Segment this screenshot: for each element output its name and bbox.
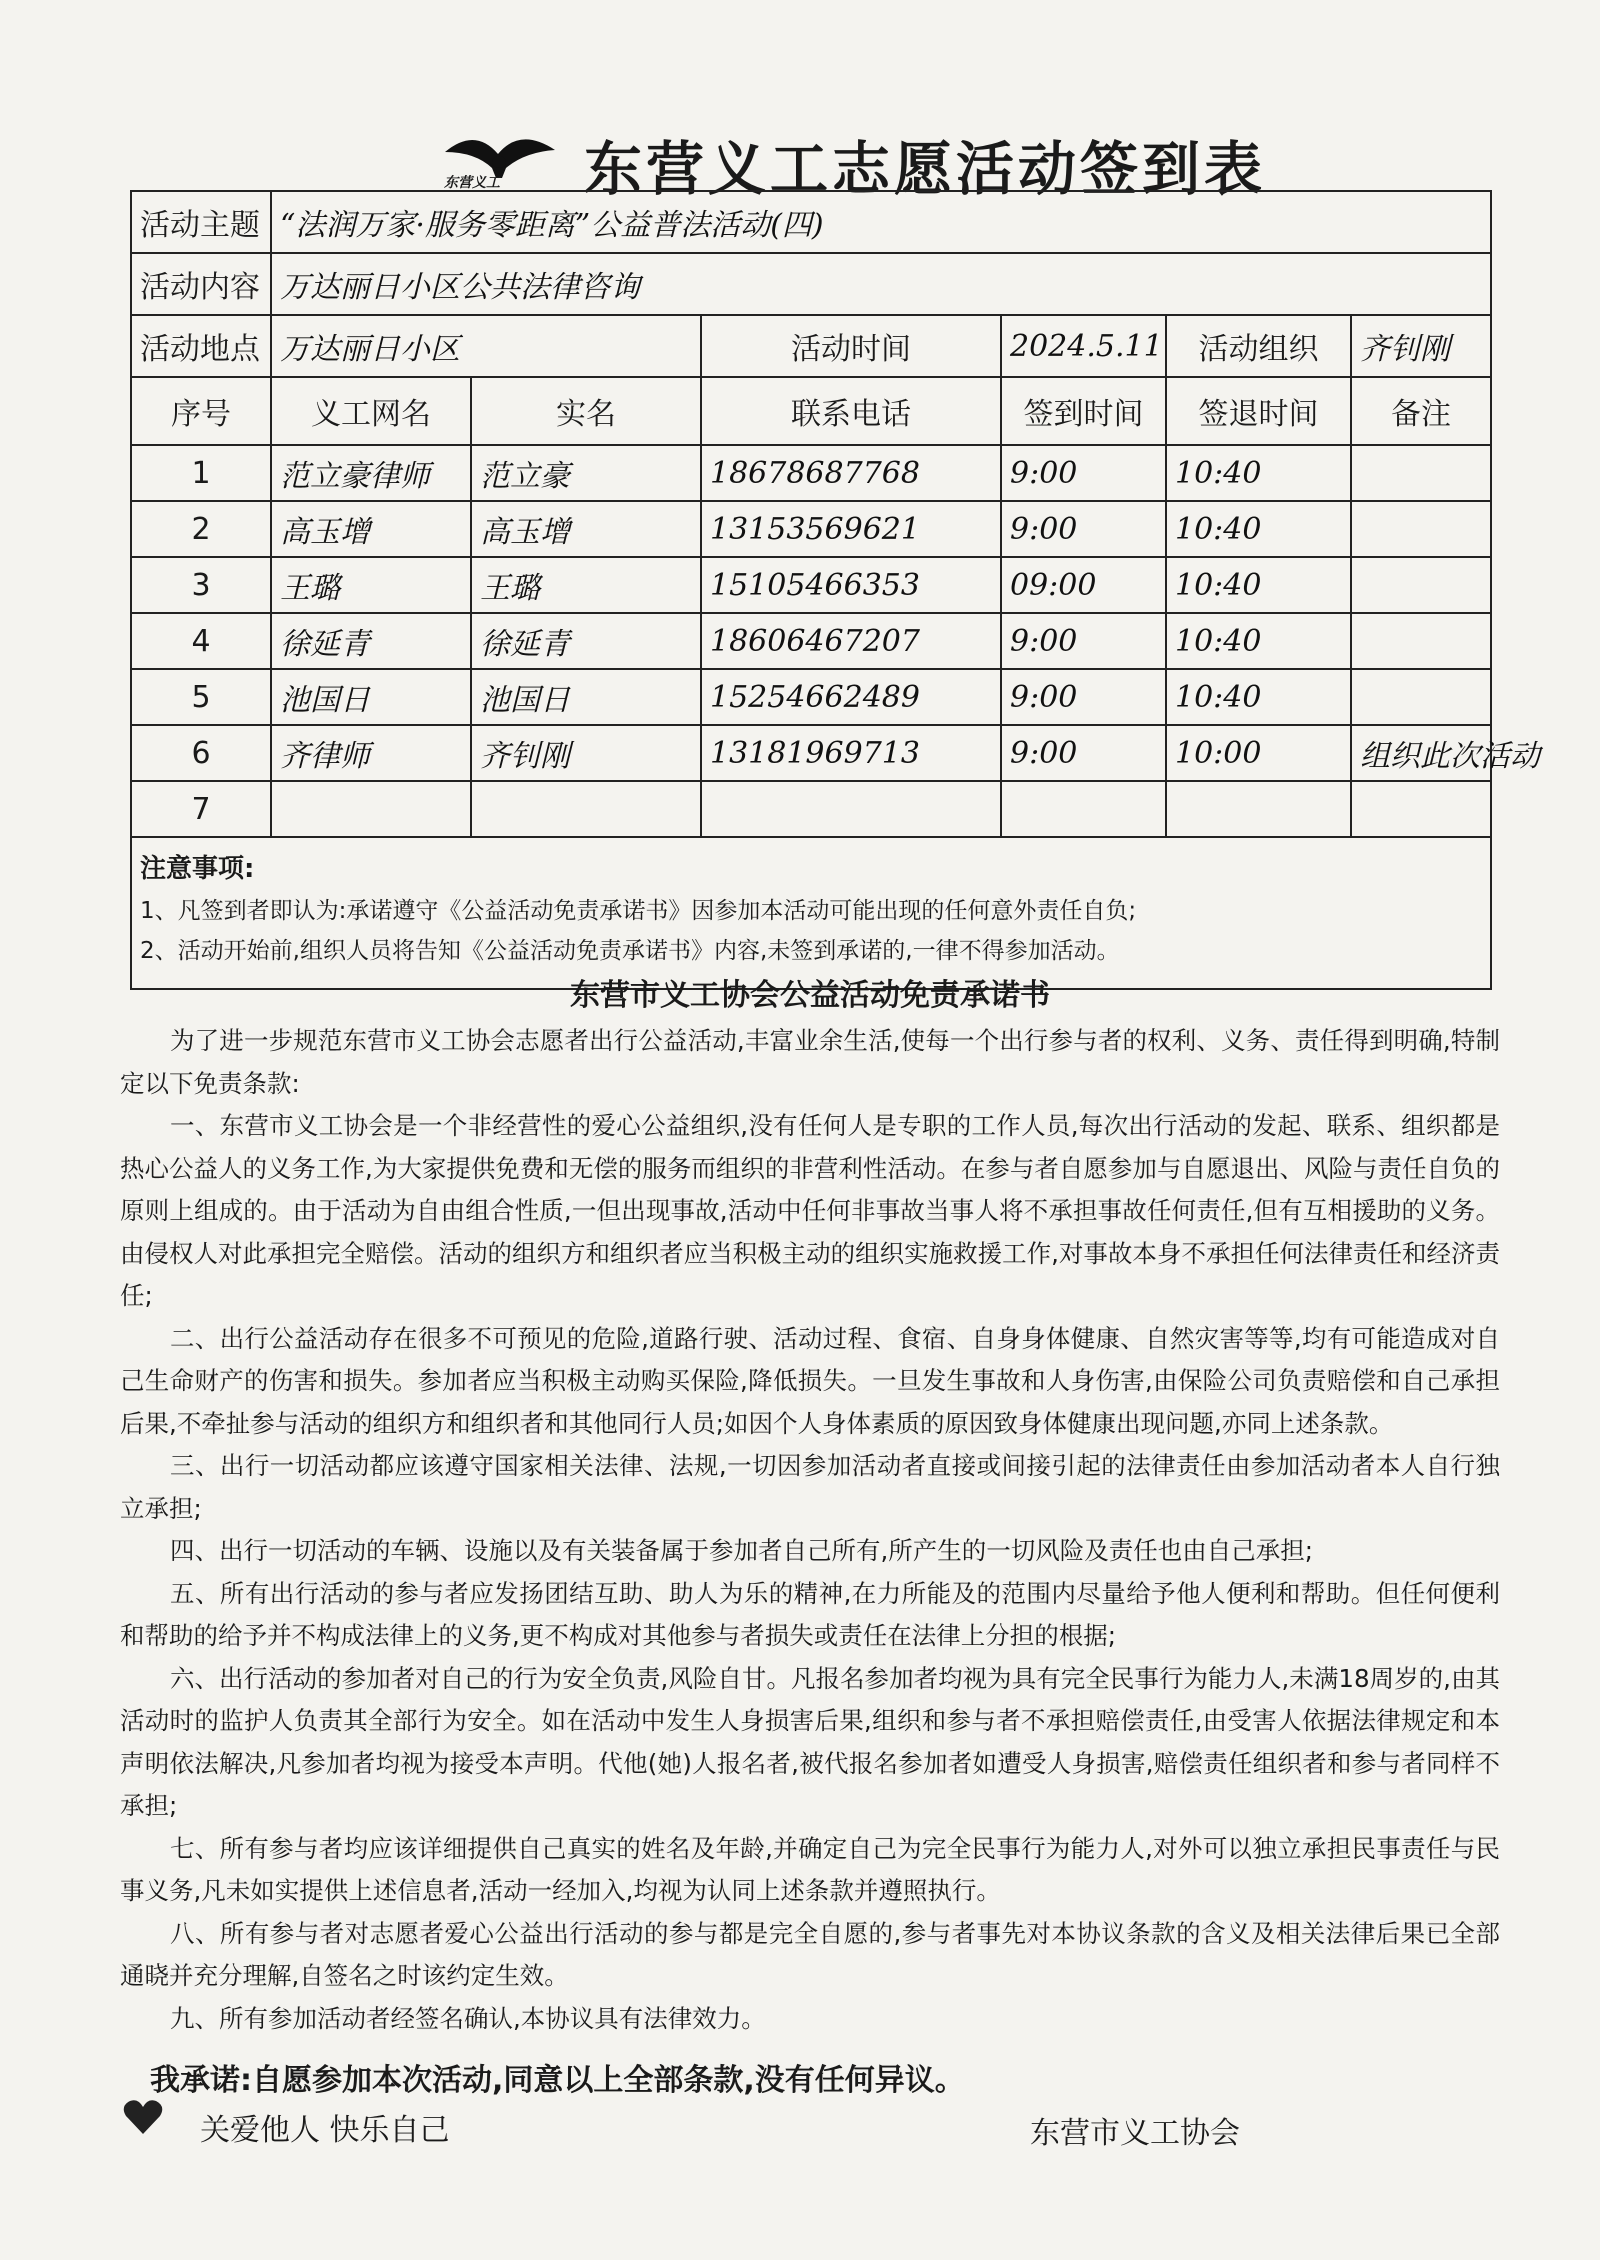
row-nickname: 王璐 [271,557,471,613]
row-phone: 15254662489 [701,669,1001,725]
row-no: 2 [131,501,271,557]
location-row [131,315,1491,377]
content-value: 万达丽日小区公共法律咨询 [271,253,1491,315]
row-note [1351,445,1491,501]
sign-in-table [130,190,1540,990]
row-note [1351,613,1491,669]
clause-3: 三、出行一切活动都应该遵守国家相关法律、法规,一切因参加活动者直接或间接引起的法律责任由参加活动者本人自行独立承担; [120,1451,1500,1523]
row-name: 池国日 [471,669,701,725]
row-name: 徐延青 [471,613,701,669]
commitment-text: 我承诺:自愿参加本次活动,同意以上全部条款,没有任何异议。 [150,2063,965,2098]
table-row [131,501,1491,557]
row-sign-out: 10:40 [1166,613,1351,669]
row-sign-out: 10:40 [1166,501,1351,557]
row-nickname: 范立豪律师 [271,445,471,501]
row-sign-in: 9:00 [1001,669,1166,725]
notes-line-1: 1、凡签到者即认为:承诺遵守《公益活动免责承诺书》因参加本活动可能出现的任何意外责任自负; [140,898,1137,924]
row-sign-in [1001,781,1166,837]
column-header-row [131,377,1491,445]
clause-1: 一、东营市义工协会是一个非经营性的爱心公益组织,没有任何人是专职的工作人员,每次出行活动的发起、联系、组织都是热心公益人的义务工作,为大家提供免费和无偿的服务而组织的非营利性活动。在参与者自愿参加与自愿退出、风险与责任自负的原则上组成的。由于活动为自由组合性质,一但出现事故,活动中任何非事故当事人将不承担事故任何责任,但有互相援助的义务。由侵权人对此承担完全赔偿。活动的组织方和组织者应当积极主动的组织实施救援工作,对事故本身不承担任何法律责任和经济责任; [120,1111,1500,1310]
row-no: 3 [131,557,271,613]
row-note [1351,781,1491,837]
row-no: 5 [131,669,271,725]
heart-icon [122,2098,164,2136]
table-row [131,445,1491,501]
row-phone: 13153569621 [701,501,1001,557]
row-no: 6 [131,725,271,781]
row-sign-in: 9:00 [1001,613,1166,669]
clause-6: 六、出行活动的参加者对自己的行为安全负责,风险自甘。凡报名参加者均视为具有完全民事行为能力人,未满18周岁的,由其活动时的监护人负责其全部行为安全。如在活动中发生人身损害后果,组织和参与者不承担赔偿责任,由受害人依据法律规定和本声明依法解决,凡参加者均视为接受本声明。代他(她)人报名者,被代报名参加者如遭受人身损害,赔偿责任组织者和参与者同样不承担; [120,1663,1500,1820]
row-note: 组织此次活动 [1351,725,1491,781]
col-phone: 联系电话 [701,377,1001,445]
clause-9: 九、所有参加活动者经签名确认,本协议具有法律效力。 [170,2003,766,2033]
content-row [131,253,1491,315]
location-label: 活动地点 [131,315,271,377]
table-row [131,725,1491,781]
row-sign-out: 10:00 [1166,725,1351,781]
row-phone [701,781,1001,837]
col-name: 实名 [471,377,701,445]
clause-7: 七、所有参与者均应该详细提供自己真实的姓名及年龄,并确定自己为完全民事行为能力人,对外可以独立承担民事责任与民事义务,凡未如实提供上述信息者,活动一经加入,均视为认同上述条款并遵照执行。 [120,1833,1500,1905]
notes-line-2: 2、活动开始前,组织人员将告知《公益活动免责承诺书》内容,未签到承诺的,一律不得参加活动。 [140,938,1120,964]
table-row [131,781,1491,837]
organization-name: 东营市义工协会 [1030,2116,1240,2151]
clause-8: 八、所有参与者对志愿者爱心公益出行活动的参与都是完全自愿的,参与者事先对本协议条款的含义及相关法律后果已全部通晓并充分理解,自签名之时该约定生效。 [120,1918,1500,1990]
table-row [131,613,1491,669]
row-nickname: 池国日 [271,669,471,725]
row-phone: 13181969713 [701,725,1001,781]
clause-4: 四、出行一切活动的车辆、设施以及有关装备属于参加者自己所有,所产生的一切风险及责任也由自己承担; [170,1536,1314,1565]
col-no: 序号 [131,377,271,445]
row-sign-in: 9:00 [1001,445,1166,501]
row-nickname: 徐延青 [271,613,471,669]
location-value: 万达丽日小区 [271,315,701,377]
row-name: 范立豪 [471,445,701,501]
row-name: 王璐 [471,557,701,613]
table-row [131,557,1491,613]
row-note [1351,501,1491,557]
notes-cell [131,837,1491,989]
logo-text: 东营义工 [444,175,500,191]
table-row [131,669,1491,725]
row-note [1351,557,1491,613]
clause-2: 二、出行公益活动存在很多不可预见的危险,道路行驶、活动过程、食宿、自身身体健康、自然灾害等等,均有可能造成对自己生命财产的伤害和损失。参加者应当积极主动购买保险,降低损失。一旦发生事故和人身伤害,由保险公司负责赔偿和自己承担后果,不牵扯参与活动的组织方和组织者和其他同行人员;如因个人身体素质的原因致身体健康出现问题,亦同上述条款。 [120,1323,1500,1438]
theme-row [131,191,1491,253]
time-label: 活动时间 [701,315,1001,377]
row-name [471,781,701,837]
row-phone: 18678687768 [701,445,1001,501]
row-sign-out: 10:40 [1166,445,1351,501]
slogan-text: 关爱他人 快乐自己 [200,2113,450,2148]
col-sign-in: 签到时间 [1001,377,1166,445]
row-no: 4 [131,613,271,669]
disclaimer-section [120,970,1500,2040]
row-sign-out: 10:40 [1166,669,1351,725]
col-sign-out: 签退时间 [1166,377,1351,445]
notes-title: 注意事项: [140,854,255,884]
disclaimer-title: 东营市义工协会公益活动免责承诺书 [570,978,1050,1013]
row-sign-in: 9:00 [1001,501,1166,557]
row-nickname: 高玉增 [271,501,471,557]
row-sign-out [1166,781,1351,837]
row-phone: 15105466353 [701,557,1001,613]
content-label: 活动内容 [131,253,271,315]
organizer-label: 活动组织 [1166,315,1351,377]
col-nickname: 义工网名 [271,377,471,445]
clause-5: 五、所有出行活动的参与者应发扬团结互助、助人为乐的精神,在力所能及的范围内尽量给予他人便利和帮助。但任何便利和帮助的给予并不构成法律上的义务,更不构成对其他参与者损失或责任在法律上分担的根据; [120,1578,1500,1650]
row-name: 高玉增 [471,501,701,557]
row-phone: 18606467207 [701,613,1001,669]
organizer-value: 齐钊刚 [1351,315,1491,377]
col-note: 备注 [1351,377,1491,445]
row-no: 1 [131,445,271,501]
theme-label: 活动主题 [131,191,271,253]
row-sign-in: 9:00 [1001,725,1166,781]
notes-row [131,837,1491,989]
row-nickname [271,781,471,837]
row-no: 7 [131,781,271,837]
row-name: 齐钊刚 [471,725,701,781]
theme-value: “法润万家·服务零距离”公益普法活动(四) [271,191,1491,253]
time-value: 2024.5.11 [1001,315,1166,377]
page-title: 东营义工志愿活动签到表 [584,135,1267,203]
row-note [1351,669,1491,725]
row-sign-out: 10:40 [1166,557,1351,613]
row-nickname: 齐律师 [271,725,471,781]
disclaimer-intro: 为了进一步规范东营市义工协会志愿者出行公益活动,丰富业余生活,使每一个出行参与者的权利、义务、责任得到明确,特制定以下免责条款: [120,1026,1500,1098]
row-sign-in: 09:00 [1001,557,1166,613]
